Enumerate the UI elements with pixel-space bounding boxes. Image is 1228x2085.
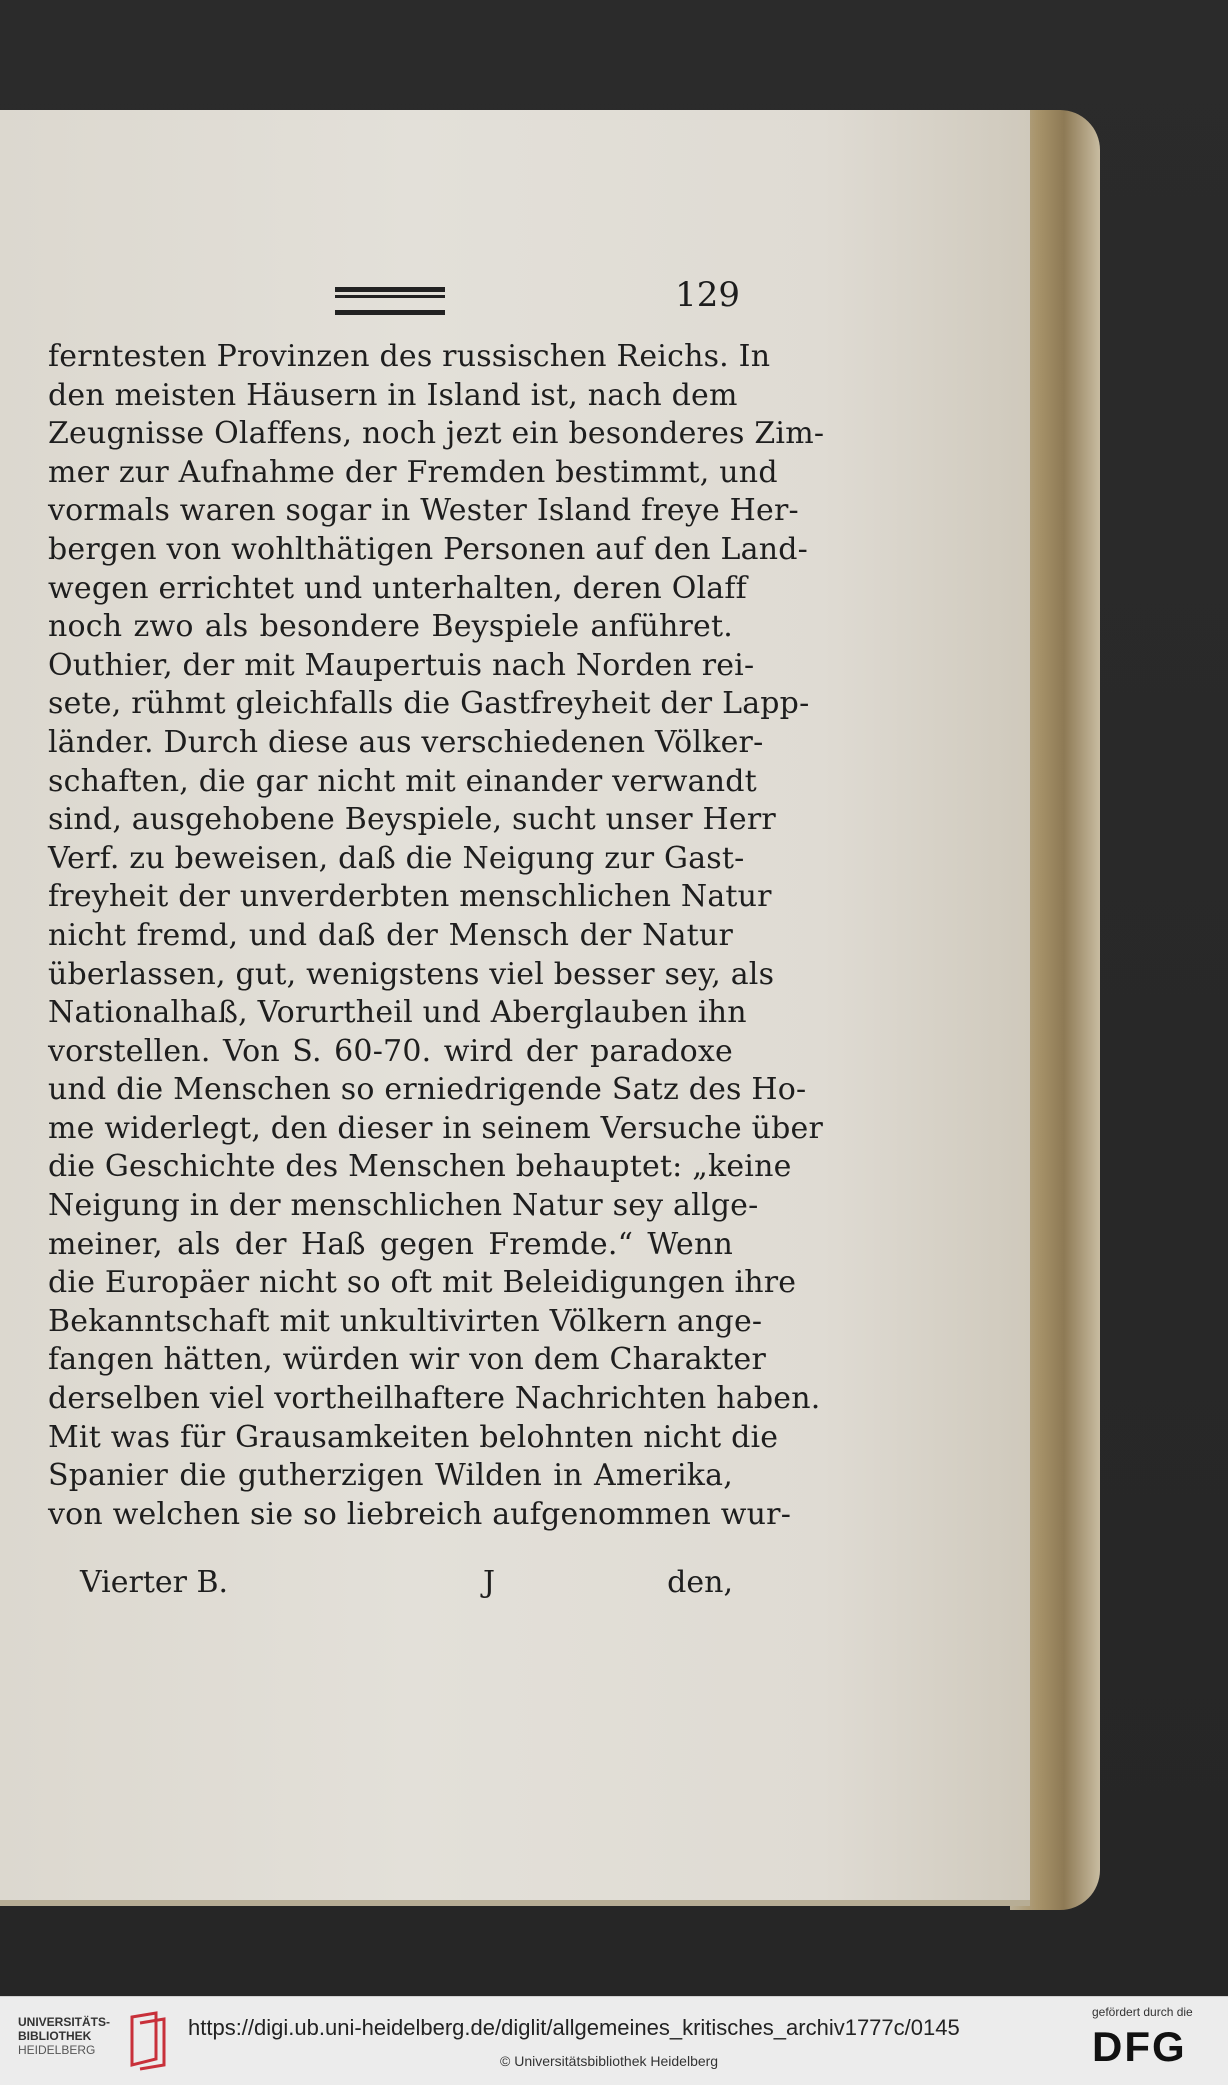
text-line: Mit was für Grausamkeiten belohnten nicht die xyxy=(48,1419,779,1455)
text-line: nicht fremd, und daß der Mensch der Natur xyxy=(48,917,733,953)
signature-left: Vierter B. xyxy=(80,1565,229,1600)
text-line: überlassen, gut, wenigstens viel besser sey, als xyxy=(48,956,775,992)
document-url-link[interactable]: https://digi.ub.uni-heidelberg.de/diglit/allgemeines_kritisches_archiv1777c/0145 xyxy=(188,2015,960,2040)
text-line: sind, ausgehobene Beyspiele, sucht unser Herr xyxy=(48,802,776,838)
text-line: freyheit der unverderbten menschlichen Natur xyxy=(48,879,772,915)
text-line: und die Menschen so erniedrigende Satz des Ho- xyxy=(48,1072,807,1108)
text-line: die Europäer nicht so oft mit Beleidigungen ihre xyxy=(48,1265,797,1301)
header-ornament xyxy=(335,287,445,315)
text-line: ferntesten Provinzen des russischen Reichs. In xyxy=(48,339,771,374)
text-line: von welchen sie so liebreich aufgenommen wur- xyxy=(48,1496,792,1532)
text-line: den meisten Häusern in Island ist, nach dem xyxy=(48,377,738,413)
library-logo-icon xyxy=(126,2009,170,2071)
text-line: vormals waren sogar in Wester Island freye Her- xyxy=(48,493,799,529)
text-line: fangen hätten, würden wir von dem Charakter xyxy=(48,1342,767,1378)
text-line: Outhier, der mit Maupertuis nach Norden rei- xyxy=(48,647,755,683)
text-line: me widerlegt, den dieser in seinem Versuche über xyxy=(48,1110,823,1146)
text-line: sete, rühmt gleichfalls die Gastfreyheit der Lapp- xyxy=(48,686,810,722)
text-line: bergen von wohlthätigen Personen auf den Land- xyxy=(48,531,809,567)
text-line: länder. Durch diese aus verschiedenen Völker- xyxy=(48,724,764,760)
text-line: mer zur Aufnahme der Fremden bestimmt, und xyxy=(48,454,778,490)
text-line: wegen errichtet und unterhalten, deren Olaff xyxy=(48,570,747,606)
body-text xyxy=(48,338,825,1534)
signature-mark: J xyxy=(483,1565,496,1600)
text-line: Nationalhaß, Vorurtheil und Aberglauben ihn xyxy=(48,995,747,1031)
text-line: die Geschichte des Menschen behauptet: „keine xyxy=(48,1149,792,1185)
text-line: Spanier die gutherzigen Wilden in Amerika, xyxy=(48,1458,733,1494)
book-page xyxy=(0,110,1030,1906)
text-line: Neigung in der menschlichen Natur sey allge- xyxy=(48,1188,759,1224)
page-signature-line xyxy=(80,1565,733,1605)
copyright-text: © Universitätsbibliothek Heidelberg xyxy=(500,2053,719,2069)
page-header xyxy=(0,275,1030,325)
text-line: Zeugnisse Olaffens, noch jezt ein besonderes Zim- xyxy=(48,416,825,452)
library-line-3: HEIDELBERG xyxy=(18,2043,96,2057)
viewer-footer xyxy=(0,1996,1228,2085)
page-number: 129 xyxy=(675,275,740,315)
library-line-1: UNIVERSITÄTS- xyxy=(18,2015,111,2029)
library-logo-text xyxy=(18,2015,110,2057)
dfg-logo: DFG xyxy=(1092,2023,1187,2070)
text-line: schaften, die gar nicht mit einander verwandt xyxy=(48,763,757,799)
text-line: Bekanntschaft mit unkultivirten Völkern ange- xyxy=(48,1303,763,1339)
text-line: vorstellen. Von S. 60-70. wird der paradoxe xyxy=(48,1033,733,1069)
text-line: noch zwo als besondere Beyspiele anführet. xyxy=(48,609,733,645)
book-page-block xyxy=(0,110,1100,1910)
text-line: derselben viel vortheilhaftere Nachrichten haben. xyxy=(48,1381,821,1417)
funded-by-text: gefördert durch die xyxy=(1092,2005,1193,2019)
header-ornament-rule xyxy=(335,295,445,298)
text-line: meiner, als der Haß gegen Fremde.“ Wenn xyxy=(48,1226,733,1262)
library-line-2: BIBLIOTHEK xyxy=(18,2029,92,2043)
text-line: Verf. zu beweisen, daß die Neigung zur Gast- xyxy=(48,840,745,876)
catchword: den, xyxy=(667,1565,733,1600)
